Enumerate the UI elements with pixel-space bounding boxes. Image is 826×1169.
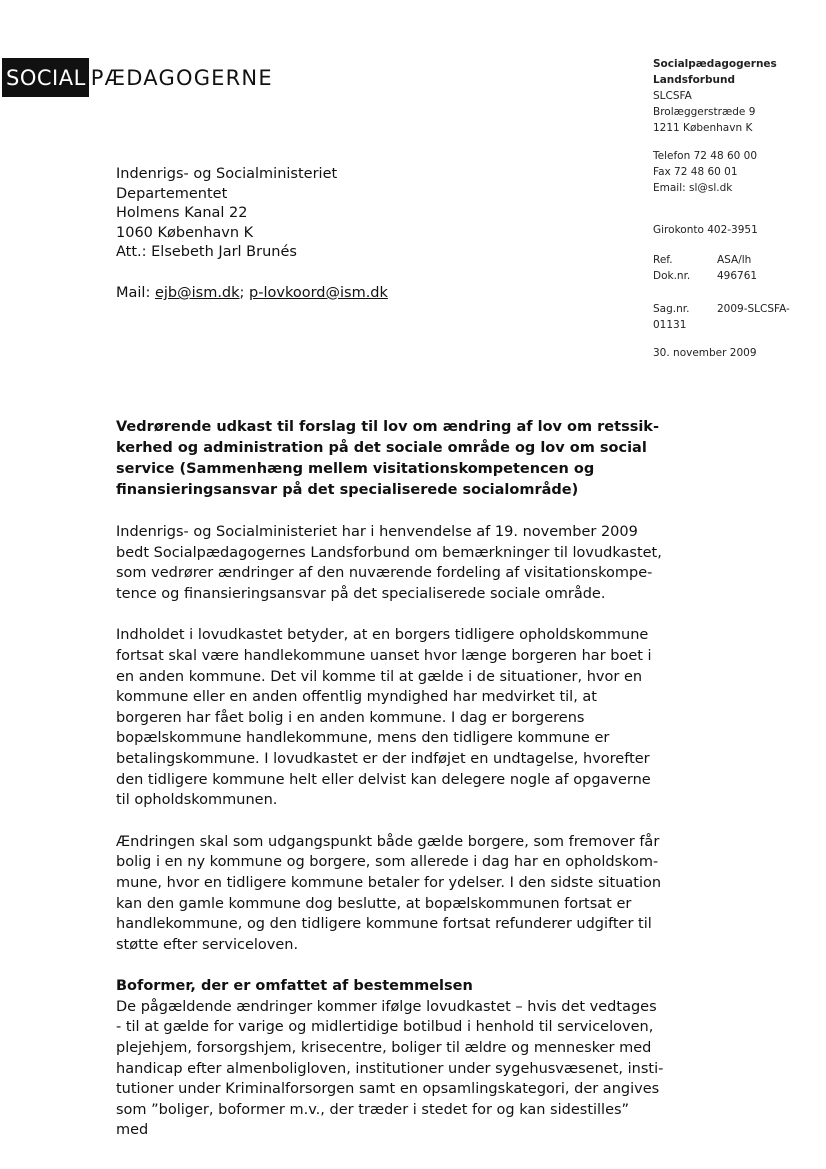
letter-body [116, 417, 664, 1162]
recipient-line: Departementet [116, 185, 228, 202]
body-paragraph: Ændringen skal som udgangspunkt både gælde borgere, som fremover får bolig i en ny kommune og borgere, som allerede i dag har en opholdskommune, hvor en tidligere kommune betaler for ydelser. I den sidste situation kan den gamle kommune dog beslutte, at bopælskommunen fortsat er handlekommune, og den tidligere kommune fortsat refunderer udgifter til støtte efter serviceloven. [116, 833, 662, 953]
recipient-line: Holmens Kanal 22 [116, 205, 248, 221]
section-heading: Boformer, der er omfattet af bestemmelsen [116, 978, 473, 995]
doc-value: 496761 [717, 270, 758, 282]
case-value-cont: 01131 [653, 319, 687, 331]
sender-contact [653, 148, 757, 196]
sender-name-line1: Socialpædagogernes [653, 58, 777, 70]
recipient-line: Indenrigs- og Socialministeriet [116, 166, 338, 182]
sender-giro: Girokonto 402-3951 [653, 224, 758, 236]
mail-line [116, 284, 388, 303]
reference-block [653, 252, 823, 284]
mail-separator: ; [239, 285, 250, 301]
case-row [653, 301, 823, 317]
sender-abbrev: SLCSFA [653, 90, 692, 102]
case-block [653, 301, 823, 333]
logo-boxed-text: SOCIAL [2, 58, 89, 97]
logo-text: PÆDAGOGERNE [90, 65, 273, 90]
case-label: Sag.nr. [653, 303, 690, 315]
body-paragraph: De pågældende ændringer kommer ifølge lovudkastet – hvis det vedtages - til at gælde for varige og midlertidige botilbud i henhold til serviceloven, plejehjem, forsorgshjem, krisecentre, boliger til ældre og mennesker med handicap efter almenboligloven, institutioner under sygehusvæsenet, institutioner under Kriminalforsorgen samt en opsamlingskategori, der angives som ”boliger, boformer m.v., der træder i stedet for og kan sidestilles” med [116, 998, 664, 1139]
body-paragraph: Indenrigs- og Socialministeriet har i henvendelse af 19. november 2009 bedt Socialpædagogernes Landsforbund om bemærkninger til lovudkastet, som vedrører ændringer af den nuværende fordeling af visitationskompetence og finansieringsansvar på det specialiserede sociale område. [116, 524, 662, 602]
sender-street: Brolæggerstræde 9 [653, 106, 756, 118]
body-paragraph: Indholdet i lovudkastet betyder, at en borgers tidligere opholdskommune fortsat skal være handlekommune uanset hvor længe borgeren har boet i en anden kommune. Det vil komme til at gælde i de situationer, hvor en kommune eller en anden offentlig myndighed har medvirket til, at borgeren har fået bolig i en anden kommune. I dag er borgerens bopælskommune handlekommune, mens den tidligere kommune er betalingskommune. I lovudkastet er der indføjet en undtagelse, hvorefter den tidligere kommune helt eller delvist kan delegere nogle af opgaverne til opholdskommunen. [116, 627, 652, 809]
ref-value: ASA/lh [717, 254, 752, 266]
ref-label: Ref. [653, 254, 673, 266]
recipient-line: 1060 København K [116, 224, 254, 241]
sender-fax: Fax 72 48 60 01 [653, 166, 738, 178]
ref-row [653, 252, 823, 268]
recipient-address [116, 165, 337, 263]
letter-subject: Vedrørende udkast til forslag til lov om ændring af lov om retssikkerhed og administration på det sociale område og lov om social service (Sammenhæng mellem visitationskompetencen og finansieringsansvar på det specialiserede socialområde) [116, 419, 659, 498]
sender-info [653, 56, 823, 359]
organization-logo [2, 58, 273, 97]
doc-row [653, 268, 823, 284]
sender-name-line2: Landsforbund [653, 74, 735, 86]
sender-city: 1211 København K [653, 122, 753, 134]
mail-link-ejb[interactable]: ejb@ism.dk [154, 285, 240, 301]
recipient-line: Att.: Elsebeth Jarl Brunés [116, 244, 297, 260]
doc-label: Dok.nr. [653, 270, 691, 282]
letter-date: 30. november 2009 [653, 347, 757, 359]
mail-link-lovkoord[interactable]: p-lovkoord@ism.dk [249, 285, 388, 301]
sender-phone: Telefon 72 48 60 00 [653, 150, 758, 162]
mail-label: Mail: [116, 285, 155, 301]
sender-email: Email: sl@sl.dk [653, 182, 733, 194]
case-value: 2009-SLCSFA- [717, 303, 790, 315]
